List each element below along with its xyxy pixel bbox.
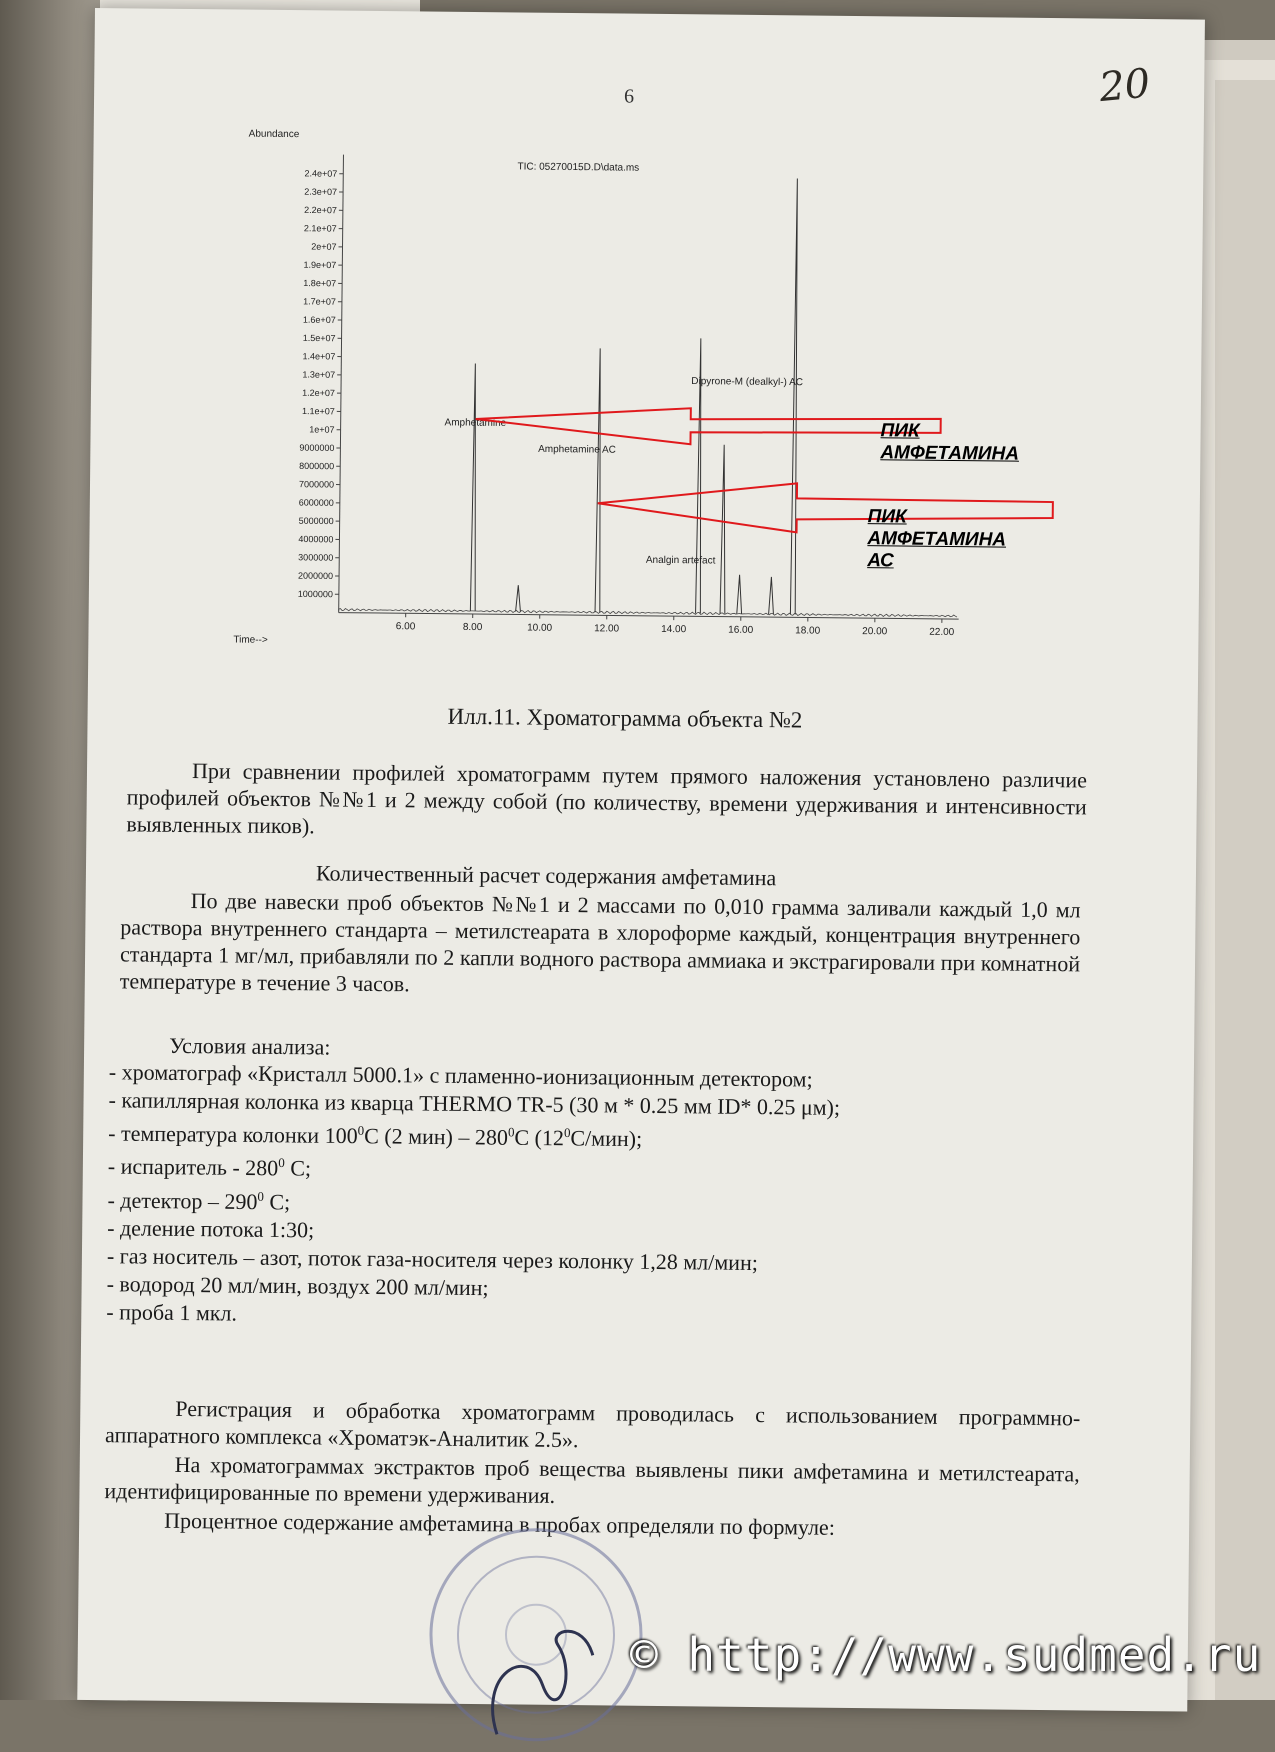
degree-sup: 0 [257,1188,264,1203]
condition-item: - деление потока 1:30; [107,1214,839,1250]
y-tick-label: 2000000 [298,571,333,581]
condition-text: С/мин); [570,1125,642,1151]
y-tick-label: 1.2e+07 [302,388,335,398]
chromatogram-peak [769,577,774,614]
chromatogram-peak [470,363,477,611]
y-tick-label: 1.1e+07 [302,406,335,416]
paragraph-sample-prep-text: По две навески проб объектов №№1 и 2 массами по 0,010 грамма заливали каждый 1,0 мл раствора внутреннего стандарта – метилстеарата в хлороформе каждый, концентрация внутреннего стандарта 1 мг/мл, прибавляли по 2 капли водного раствора аммиака и экстрагировали при комнатной температуре в течение 3 часов. [120,888,1081,996]
x-axis-title: Time--> [233,634,268,645]
y-tick-label: 7000000 [299,479,334,489]
red-arrow-amphetamine [475,406,940,447]
handwritten-sheet-number: 20 [1097,60,1152,111]
x-tick-label: 8.00 [463,622,483,633]
condition-text: С (2 мин) – 280 [364,1123,508,1150]
y-tick-label: 2.4e+07 [304,168,337,178]
condition-text: - температура колонки 100 [108,1121,358,1149]
paragraph-comparison [126,756,1087,847]
degree-sup: 0 [278,1155,285,1170]
document-page [77,8,1205,1712]
paragraph-comparison-text: При сравнении профилей хроматограмм путем прямого наложения установлено различие профилей объектов №№1 и 2 между собой (по количеству, времени удерживания и интенсивности выявленных пиков). [126,758,1087,838]
condition-text: С; [264,1189,291,1214]
degree-sup: 0 [564,1125,571,1140]
chromatogram-peak [516,585,521,611]
chromatogram-peak [595,348,603,612]
y-tick-label: 1.8e+07 [303,278,336,288]
chromatogram-peak [720,445,727,614]
y-tick-label: 2e+07 [311,242,336,252]
peak-label-amphetamine-ac: Amphetamine AC [538,444,616,456]
peak-label-analgin: Analgin artefact [646,555,716,567]
condition-text: - детектор – 290 [107,1187,257,1214]
annotation-amphetamine-peak: ПИК АМФЕТАМИНА [880,420,1019,465]
y-tick-label: 1e+07 [309,424,334,434]
seal-stamp [407,1523,664,1746]
figure-caption: Илл.11. Хроматограмма объекта №2 [447,704,802,734]
y-tick-label: 9000000 [299,443,334,453]
x-tick-label: 14.00 [661,624,687,635]
y-tick-label: 1.9e+07 [303,260,336,270]
condition-item: - проба 1 мкл. [106,1298,838,1334]
degree-sup: 0 [508,1124,515,1139]
paragraph-peaks [104,1450,1080,1514]
y-tick-label: 4000000 [298,534,333,544]
y-tick-label: 6000000 [299,497,334,507]
conditions-title: Условия анализа: [169,1033,331,1061]
paragraph-formula: Процентное содержание амфетамина в пробах определяли по формуле: [164,1507,1064,1543]
condition-item: - хроматограф «Кристалл 5000.1» с пламенно-ионизационным детектором; [109,1058,841,1094]
condition-item: - капиллярная колонка из кварца THERMO TR-5 (30 м * 0.25 мм ID* 0.25 μм); [108,1086,840,1122]
condition-text: - испаритель - 280 [108,1154,279,1181]
chart-title: TIC: 05270015D.D\data.ms [517,161,639,173]
condition-item: - водород 20 мл/мин, воздух 200 мл/мин; [106,1270,838,1306]
paragraph-sample-prep [120,886,1081,1004]
y-tick-label: 1.7e+07 [303,296,336,306]
y-tick-label: 1.5e+07 [303,333,336,343]
page-number: 6 [624,86,634,109]
paragraph-peaks-text: На хроматограммах экстрактов проб вещества выявлены пики амфетамина и метилстеарата, идентифицированные по времени удерживания. [104,1452,1079,1508]
y-tick-label: 1.4e+07 [303,351,336,361]
chromatogram-svg [143,121,969,700]
x-tick-label: 18.00 [795,625,821,636]
x-tick-label: 10.00 [527,623,553,634]
condition-text: С; [285,1156,312,1181]
chromatogram-peak [737,575,742,614]
x-tick-label: 6.00 [396,621,416,632]
chromatogram-peak [790,178,799,614]
peak-label-dipyrone: Dipyrone-M (dealkyl-) AC [691,376,803,388]
x-tick-label: 12.00 [594,623,620,634]
annotation-amphetamine-ac-peak: ПИК АМФЕТАМИНА АС [867,506,1006,573]
y-tick-label: 5000000 [299,516,334,526]
site-watermark: © http://www.sudmed.ru [630,1628,1261,1682]
chromatogram [143,121,969,700]
y-tick-label: 1.3e+07 [302,369,335,379]
y-tick-label: 2.2e+07 [304,205,337,215]
condition-item: - газ носитель – азот, поток газа-носителя через колонку 1,28 мл/мин; [107,1242,839,1278]
paragraph-registration-text: Регистрация и обработка хроматограмм проводилась с использованием программно-аппаратного комплекса «Хроматэк-Аналитик 2.5». [105,1396,1080,1452]
y-axis-title: Abundance [249,129,300,141]
y-tick-label: 2.1e+07 [304,223,337,233]
paragraph-registration [105,1394,1081,1458]
y-tick-label: 1000000 [298,589,333,599]
y-tick-label: 3000000 [298,552,333,562]
condition-text: С (12 [514,1125,564,1151]
x-tick-label: 16.00 [728,625,754,636]
conditions-list [106,1058,840,1334]
page-stack [1215,80,1275,1700]
peak-label-amphetamine: Amphetamine [445,417,507,429]
x-tick-label: 22.00 [929,627,955,638]
y-tick-label: 8000000 [299,461,334,471]
y-tick-label: 1.6e+07 [303,315,336,325]
y-axis [339,155,344,613]
y-tick-label: 2.3e+07 [304,187,337,197]
section-heading: Количественный расчет содержания амфетамина [316,860,777,891]
x-tick-label: 20.00 [862,626,888,637]
degree-sup: 0 [358,1123,365,1138]
